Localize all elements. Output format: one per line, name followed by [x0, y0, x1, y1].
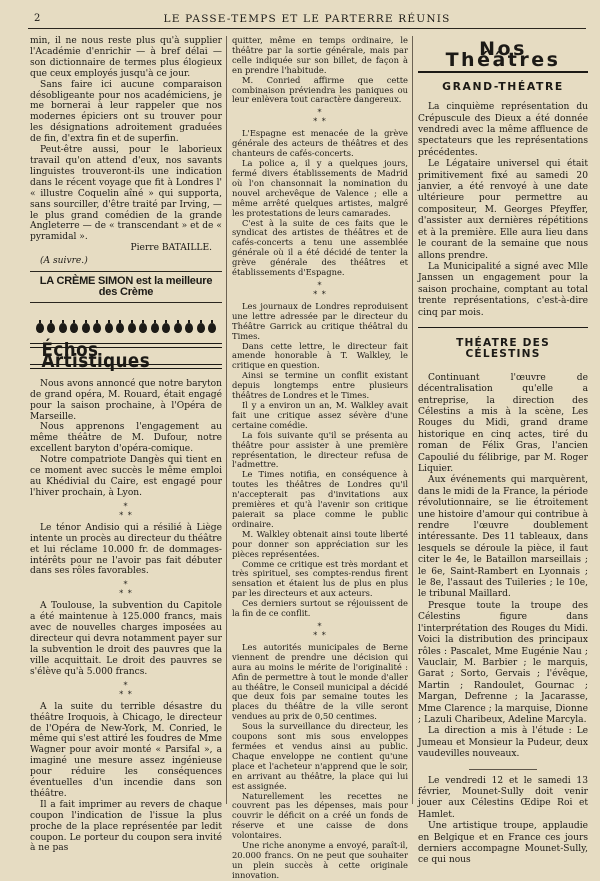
article-paragraph: Aux événements qui marquèrent, dans le midi de la France, la période révolutionnaire, se lie étroitement une histoire d'amour qui contribue à rendre l'œuvre doublement intéressante. Des 11 tableaux, dans lesquels se déroule la pièce, il faut citer le 4e, le Bataillon marseillais ; le 6e, Saint-Rambert en Lyonnais ; le 8e, l'assaut des Tuileries ; le 10e, le tribunal Maillard.: [418, 475, 588, 600]
page-number: 2: [34, 13, 42, 24]
bell-ornament-icon: [93, 323, 101, 333]
column-rule: [412, 36, 413, 804]
bell-ornament-icon: [197, 323, 205, 333]
echo-paragraph: Dans cette lettre, le directeur fait amende honorable à T. Walkley, le critique en question.: [232, 340, 408, 371]
echo-paragraph: C'est à la suite de ces faits que le syndicat des artistes de théâtres et de cafés-concerts a tenu une assemblée générale où il a été décidé de tenter la grève générale des théâtres et établissements d'Espagne.: [232, 217, 408, 278]
article-paragraph: min, il ne nous reste plus qu'à supplier l'Académie d'enrichir — à bref délai — son dictionnaire de termes plus élogieux que ceux employés jusqu'à ce jour.: [30, 36, 222, 79]
asterism-icon: * * *: [313, 108, 327, 127]
echo-paragraph: M. Conried affirme que cette combinaison préviendra les paniques ou leur enlèvera tout caractère dangereux.: [232, 74, 408, 105]
bell-ornament-icon: [151, 323, 159, 333]
article-paragraph: Une artistique troupe, applaudie en Belgique et en France ces jours derniers accompagne Mounet-Sully, ce qui nous: [418, 821, 588, 866]
asterism-icon: * * *: [313, 621, 327, 640]
echo-paragraph: La police a, il y a quelques jours, fermé divers établissements de Madrid où l'on chansonnait la nomination du nouvel archevêque de Valence ; elle a même arrêté quelques artistes, malgré les protestations de leurs camarades.: [232, 158, 408, 218]
asterism-icon: * * *: [119, 501, 133, 520]
echo-paragraph: Les autorités municipales de Berne viennent de prendre une décision qui aura au moins le mérite de l'originalité : Afin de permettre à tout le monde d'aller au théâtre, le Conseil municipal a décidé que deux fois par semaine toutes les places du théâtre de la ville seront vendues au prix de 0,50 centimes.: [232, 641, 408, 722]
separator: [30, 271, 222, 272]
bell-ornament-icon: [185, 323, 193, 333]
running-title: LE PASSE-TEMPS ET LE PARTERRE RÉUNIS: [163, 13, 451, 25]
bell-ornament-icon: [162, 323, 170, 333]
bell-ornament-icon: [174, 323, 182, 333]
echo-paragraph: Naturellement les recettes ne couvrent pas les dépenses, mais pour couvrir le déficit on a créé un fonds de réserve et une caisse de dons volontaires.: [232, 790, 408, 841]
column-1: [30, 36, 222, 854]
ornament-border: [30, 323, 222, 337]
echo-paragraph: Il a fait imprimer au revers de chaque coupon l'indication de l'issue la plus proche de la place représentée par ledit coupon. Le porteur du coupon sera invité à ne pas: [30, 799, 222, 854]
echo-paragraph: Comme ce critique est très mordant et très spirituel, ses comptes-rendus firent sensation et étaient lus de plus en plus par les directeurs et aux acteurs.: [232, 558, 408, 599]
echo-paragraph: M. Walkley obtenait ainsi toute liberté pour donner son appréciation sur les pièces représentées.: [232, 528, 408, 559]
echo-paragraph: Sous la surveillance du directeur, les coupons sont mis sous enveloppes fermées et vendus ainsi au public. Chaque enveloppe ne contient qu'une place et l'acheteur n'apprend que le soir, en arrivant au théâtre, la place qui lui est assignée.: [232, 721, 408, 791]
page-header: [28, 10, 586, 29]
asterism-icon: * * *: [313, 280, 327, 299]
echo-paragraph: Une riche anonyme a envoyé, paraît-il, 20.000 francs. On ne peut que souhaiter un plein succès à cette originale innovation.: [232, 840, 408, 880]
asterism-icon: * * *: [119, 680, 133, 699]
section-title: Nos Théâtres: [418, 44, 588, 73]
echo-paragraph: Le Times notifia, en conséquence à toutes les théâtres de Londres qu'il n'accepterait pas d'invitations aux premières et qu'à l'avenir son critique paierait sa place comme le public ordinaire.: [232, 469, 408, 529]
bell-ornament-icon: [139, 323, 147, 333]
bell-ornament-icon: [82, 323, 90, 333]
bell-ornament-icon: [116, 323, 124, 333]
article-paragraph: Sans faire ici aucune comparaison désobligeante pour nos académiciens, je me bornerai à leur rappeler que nos modernes épiciers ont su trouver pour les désignations adroitement graduées de fin, d'extra fin et de superfin.: [30, 79, 222, 145]
section-banner: [30, 338, 222, 372]
echo-paragraph: Ainsi se termine un conflit existant depuis longtemps entre plusieurs théâtres de Londres et le Times.: [232, 370, 408, 401]
advertisement: LA CRÈME SIMON est la meilleure des Crème: [30, 274, 222, 303]
echo-paragraph: A Toulouse, la subvention du Capitole a été maintenue à 125.000 francs, mais avec de nouvelles charges imposées au directeur qui devra notamment payer sur la subvention le droit des pauvres que la ville acquittait. Le droit des pauvres se s'élève qu'à 5.000 francs.: [30, 601, 222, 677]
column-rule: [226, 36, 227, 804]
article-paragraph: Le Légataire universel qui était primitivement fixé au samedi 20 janvier, a été renvoyé à une date ultérieure pour permettre au compositeur, M. Georges Pfeyffer, d'assister aux dernières répétitions et à la première. Elle aura lieu dans le courant de la semaine que nous allons prendre.: [418, 159, 588, 261]
echo-paragraph: Ces derniers surtout se réjouissent de la fin de ce conflit.: [232, 598, 408, 619]
separator: [469, 769, 537, 770]
asterism-icon: * * *: [119, 580, 133, 599]
echo-paragraph: Nous apprenons l'engagement au même théâtre de M. Dufour, notre excellent baryton d'opéra-comique.: [30, 422, 222, 455]
bell-ornament-icon: [208, 323, 216, 333]
column-2: [232, 35, 408, 880]
echo-paragraph: Le ténor Andisio qui a résilié à Liège intente un procès au directeur du théâtre et lui réclame 10.000 fr. de dommages-intérêts pour ne l'avoir pas fait débuter dans ses rôles favorables.: [30, 522, 222, 577]
bell-ornament-icon: [70, 323, 78, 333]
bell-ornament-icon: [36, 323, 44, 333]
article-paragraph: Presque toute la troupe des Célestins figure dans l'interprétation des Rouges du Midi. Voici la distribution des principaux rôles : Pascalet, Mme Eugénie Nau ; Vauclair, M. Barbier ; le marquis, Garat ; Sorto, Gervais ; l'évêque, Martin ; Randoulet, Gournac ; Margan, Defrenne ; la Jacarasse, Mme Clarence ; la marquise, Dionne ; Lazuli Charibeux, Adeline Marcyla.: [418, 600, 588, 725]
echo-paragraph: Nous avons annoncé que notre baryton de grand opéra, M. Rouard, était engagé pour la saison prochaine, à l'Opéra de Marseille.: [30, 378, 222, 422]
echo-paragraph: L'Espagne est menacée de la grève générale des acteurs de théâtres et des chanteurs de cafés-concerts.: [232, 128, 408, 159]
bell-ornament-icon: [59, 323, 67, 333]
article-paragraph: Peut-être aussi, pour le laborieux travail qu'on attend d'eux, nos savants linguistes trouveront-ils une indication dans le récent voyage que fit à Londres l' « illustre Coquelin aîné » qui supporta, sans sourciller, d'être traité par Irving, — le plus grand comédien de la grande Angleterre — de « transcendant » et de « pyramidal ».: [30, 145, 222, 243]
bell-ornament-icon: [128, 323, 136, 333]
echo-paragraph: Les journaux de Londres reproduisent une lettre adressée par le directeur du Théâtre Garrick au critique théâtral du Times.: [232, 300, 408, 341]
section-title: Échos Artistiques: [41, 338, 151, 372]
echo-paragraph: A la suite du terrible désastre du théâtre Iroquois, à Chicago, le directeur de l'Opéra de New-York, M. Conried, le même qui s'est attiré les foudres de Mme Wagner pour avoir monté « Parsifal », a imaginé une mesure assez ingénieuse pour réduire les conséquences éventuelles d'un incendie dans son théâtre.: [30, 701, 222, 799]
subsection-title: THÉATRE DES CÉLESTINS: [418, 327, 588, 361]
continued-note: (A suivre.): [40, 256, 88, 267]
bell-ornament-icon: [47, 323, 55, 333]
article-paragraph: La direction a mis à l'étude : Le Jumeau et Monsieur la Pudeur, deux vaudevilles nouveaux.: [418, 726, 588, 760]
article-signature: Pierre BATAILLE.: [130, 243, 212, 254]
echo-paragraph: La fois suivante qu'il se présenta au théâtre pour assister à une première représentation, le directeur refusa de l'admettre.: [232, 429, 408, 470]
column-3: [418, 36, 588, 866]
article-paragraph: Continuant l'œuvre de décentralisation qu'elle a entreprise, la direction des Célestins a mis à la scène, Les Rouges du Midi, grand drame historique en cinq actes, tiré du roman de Félix Gras, l'ancien Capoulié du félibrige, par M. Roger Liquier.: [418, 372, 588, 474]
echo-paragraph: Il y a environ un an, M. Walkley avait fait une critique assez sévère d'une certaine comédie.: [232, 400, 408, 430]
article-paragraph: La Municipalité a signé avec Mlle Janssen un engagement pour la saison prochaine, comptant au total trente représentations, c'est-à-dire cinq par mois.: [418, 261, 588, 318]
article-paragraph: La cinquième représentation du Crépuscule des Dieux a été donnée vendredi avec la même affluence de spectateurs que les représentations précédentes.: [418, 102, 588, 158]
echo-paragraph: Notre compatriote Dangès qui tient en ce moment avec succès le même emploi au Khédivial du Caire, est engagé pour l'hiver prochain, à Lyon.: [30, 455, 222, 498]
subsection-title: GRAND-THÉATRE: [442, 79, 564, 93]
bell-ornament-icon: [105, 323, 113, 333]
echo-paragraph: quitter, même en temps ordinaire, le théâtre par la sortie générale, mais par celle indiquée sur son billet, de façon à en prendre l'habitude.: [232, 35, 408, 75]
article-paragraph: Le vendredi 12 et le samedi 13 février, Mounet-Sully doit venir jouer aux Célestins Œdipe Roi et Hamlet.: [418, 775, 588, 820]
